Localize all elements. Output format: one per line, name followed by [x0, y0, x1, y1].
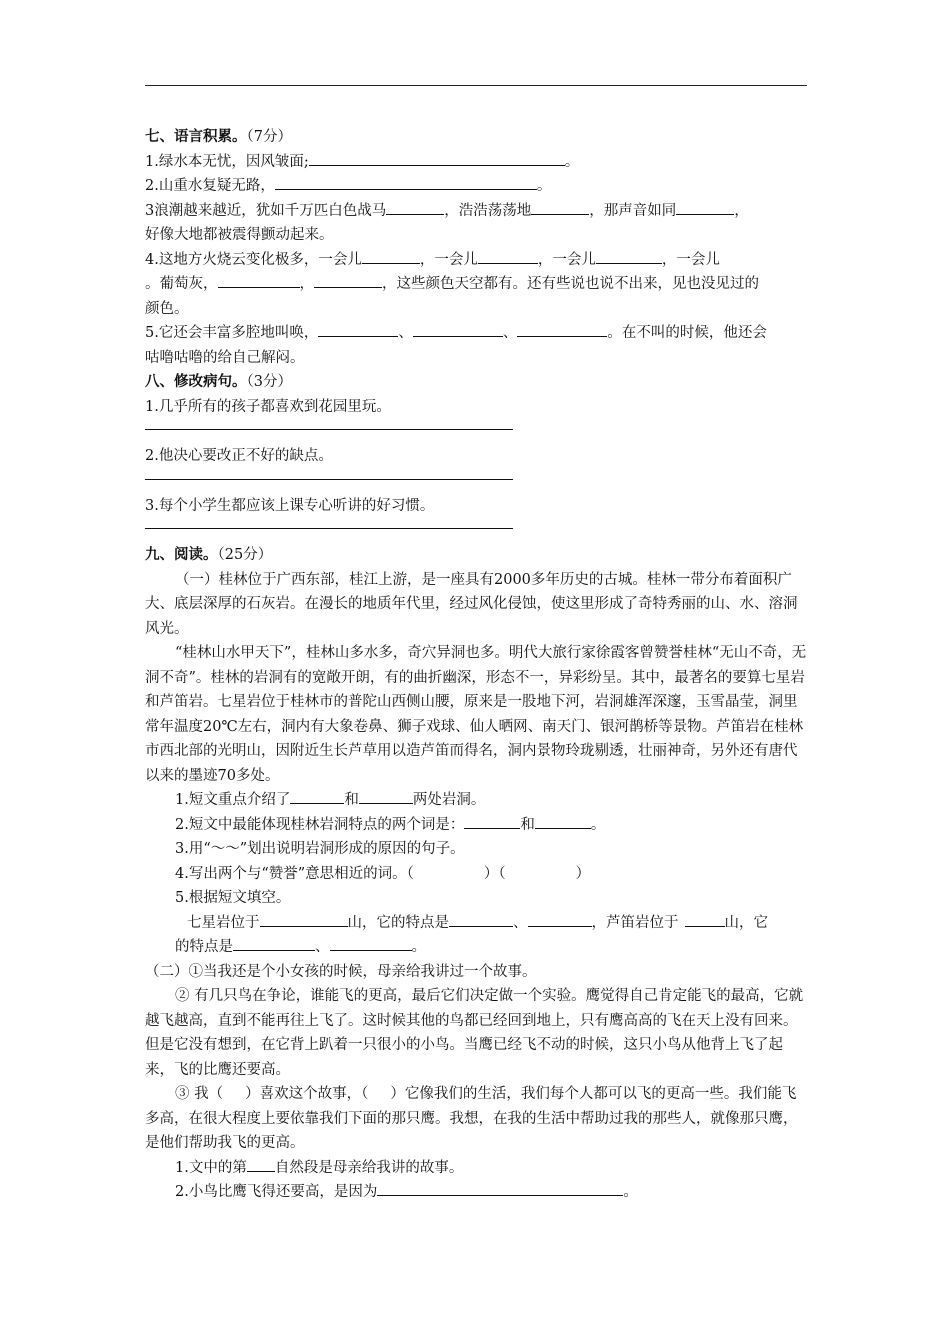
blank[interactable]	[596, 248, 662, 264]
s7-question-2: 2.山重水复疑无路， 。	[145, 174, 807, 199]
blank[interactable]	[275, 174, 537, 190]
blank[interactable]	[290, 788, 344, 804]
blank[interactable]	[531, 199, 589, 215]
passage-1-para-2: “桂林山水甲天下”，桂林山多水多，奇穴异洞也多。明代大旅行家徐霞客曾赞誉桂林“无山不奇，无洞不奇”。桂林的岩洞有的宽敞开朗，有的曲折幽深，形态不一，异彩纷呈。其中，最著名的要算七星岩和芦笛岩。七星岩位于桂林市的普陀山西侧山腰，原来是一股地下河，岩洞雄浑深邃，玉雪晶莹，洞里常年温度20℃左右，洞内有大象卷鼻、狮子戏球、仙人晒网、南天门、银河鹊桥等景物。芦笛岩在桂林市西北部的光明山，因附近生长芦草用以造芦笛而得名，洞内景物玲珑剔透，壮丽神奇，另外还有唐代以来的墨迹70多处。	[145, 645, 807, 784]
blank[interactable]	[449, 911, 513, 927]
passage-1-para-1: （一）桂林位于广西东部，桂江上游，是一座具有2000多年历史的古城。桂林一带分布着面积广大、底层深厚的石灰岩。在漫长的地质年代里，经过风化侵蚀，使这里形成了奇特秀丽的山、水、溶洞风光。	[145, 571, 798, 637]
s8-question-2: 2.他决心要改正不好的缺点。	[145, 448, 333, 464]
blank[interactable]	[676, 199, 734, 215]
answer-line[interactable]	[145, 528, 513, 529]
blank[interactable]	[528, 911, 592, 927]
s8-question-3: 3.每个小学生都应该上课专心听讲的好习惯。	[145, 497, 435, 514]
blank[interactable]	[318, 321, 398, 337]
s7-question-5-cont: 咕噜咕噜的给自己解闷。	[145, 349, 305, 366]
blank[interactable]	[233, 935, 315, 951]
section-8-heading: 八、修改病句。（3分）	[145, 373, 292, 390]
s9-fill-1: 七星岩位于 山，它的特点是 、 ，芦笛岩位于 山，它	[145, 911, 807, 936]
s9-question-7: 2.小鸟比鹰飞得还要高，是因为 。	[145, 1180, 807, 1205]
blank[interactable]	[218, 272, 300, 288]
s7-question-3: 3浪潮越来越近，犹如千万匹白色战马 ，浩浩荡荡地 ，那声音如同 ，	[145, 199, 807, 224]
s9-question-2: 2.短文中最能体现桂林岩洞特点的两个词是： 和 。	[145, 813, 807, 838]
s7-question-4: 4.这地方火烧云变化极多，一会儿 ，一会儿 ，一会儿 ，一会儿	[145, 248, 807, 273]
blank[interactable]	[359, 788, 413, 804]
passage-2-para-1: （二）①当我还是个小女孩的时候，母亲给我讲过一个故事。	[145, 963, 537, 980]
s8-question-1: 1.几乎所有的孩子都喜欢到花园里玩。	[145, 398, 391, 415]
s9-question-1: 1.短文重点介绍了 和 两处岩洞。	[145, 788, 807, 813]
s9-question-3: 3.用“～～”划出说明岩洞形成的原因的句子。	[175, 841, 465, 857]
s7-question-4-cont: 。葡萄灰， ， ，这些颜色天空都有。还有些说也说不出来，见也没见过的	[145, 272, 807, 297]
passage-2-para-3: ③ 我（ ）喜欢这个故事，（ ）它像我们的生活，我们每个人都可以飞的更高一些。我们能飞多高，在很大程度上要依靠我们下面的那只鹰。我想，在我的生活中帮助过我的那些人，就像那只鹰，是他们帮助我飞的更高。	[145, 1086, 798, 1151]
passage-2-para-2: ② 有几只鸟在争论，谁能飞的更高，最后它们决定做一个实验。鹰觉得自己肯定能飞的最高，它就越飞越高，直到不能再往上飞了。这时候其他的鸟都已经回到地上，只有鹰高高的飞在天上没有回来。但是它没有想到，在它背上趴着一只很小的小鸟。当鹰已经飞不动的时候，这只小鸟从他背上飞了起来，飞的比鹰还要高。	[145, 988, 804, 1078]
s7-question-4-cont2: 颜色。	[145, 300, 189, 317]
s7-question-3-cont: 好像大地都被震得颤动起来。	[145, 227, 334, 243]
answer-line[interactable]	[145, 479, 513, 480]
answer-line[interactable]	[145, 429, 513, 430]
s7-question-1: 1.绿水本无忧，因风皱面; 。	[145, 150, 807, 175]
blank[interactable]	[377, 1180, 623, 1196]
blank[interactable]	[362, 248, 420, 264]
blank[interactable]	[386, 199, 444, 215]
s9-fill-2: 的特点是 、 。	[145, 935, 807, 960]
blank[interactable]	[413, 321, 503, 337]
blank[interactable]	[260, 911, 348, 927]
blank[interactable]	[330, 935, 412, 951]
blank[interactable]	[314, 272, 382, 288]
header-rule	[145, 85, 807, 86]
blank[interactable]	[685, 911, 725, 927]
blank[interactable]	[464, 813, 520, 829]
s9-question-4: 4.写出两个与“赞誉”意思相近的词。（ ）（ ）	[175, 865, 591, 882]
blank[interactable]	[517, 321, 607, 337]
blank[interactable]	[309, 150, 565, 166]
s9-question-5: 5.根据短文填空。	[175, 890, 291, 906]
blank[interactable]	[247, 1156, 275, 1172]
section-9-heading: 九、阅读。（25分）	[145, 546, 273, 563]
s7-question-5: 5.它还会丰富多腔地叫唤， 、 、 。在不叫的时候，他还会	[145, 321, 807, 346]
blank[interactable]	[535, 813, 591, 829]
blank[interactable]	[478, 248, 538, 264]
section-7-heading: 七、语言积累。（7分）	[145, 128, 292, 145]
exam-content	[145, 125, 807, 1205]
s9-question-6: 1.文中的第 自然段是母亲给我讲的故事。	[145, 1156, 807, 1181]
